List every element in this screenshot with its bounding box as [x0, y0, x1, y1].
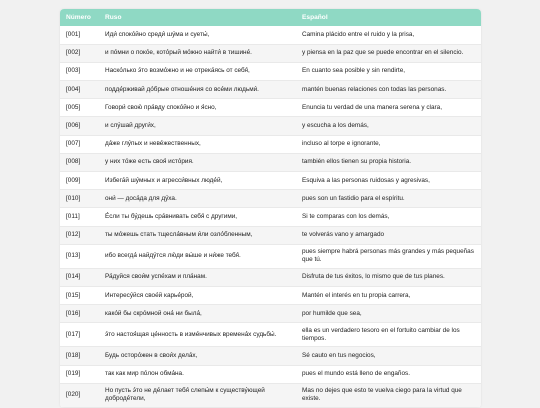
- cell-spanish: Mas no dejes que esto te vuelva ciego para la virtud que existe.: [296, 383, 481, 407]
- cell-spanish: y escucha a los demás,: [296, 117, 481, 135]
- cell-number: [004]: [60, 81, 99, 99]
- table-row: [60, 365, 481, 383]
- cell-russian: Иди́ споко́йно среди́ шу́ма и суеты́,: [99, 26, 296, 44]
- cell-number: [014]: [60, 268, 99, 286]
- table-row: [60, 190, 481, 208]
- header-number[interactable]: Número: [60, 9, 99, 26]
- table-row: [60, 286, 481, 304]
- cell-number: [016]: [60, 305, 99, 323]
- cell-spanish: ella es un verdadero tesoro en el fortuito cambiar de los tiempos.: [296, 323, 481, 347]
- cell-number: [011]: [60, 208, 99, 226]
- table-row: [60, 383, 481, 407]
- cell-russian: подде́рживай до́брые отноше́ния со все́ми людьми́.: [99, 81, 296, 99]
- cell-spanish: también ellos tienen su propia historia.: [296, 153, 481, 171]
- cell-spanish: y piensa en la paz que se puede encontrar en el silencio.: [296, 44, 481, 62]
- text-table-container: [60, 9, 481, 408]
- header-russian[interactable]: Ruso: [99, 9, 296, 26]
- table-row: [60, 135, 481, 153]
- cell-russian: у них то́же есть своя́ исто́рия.: [99, 153, 296, 171]
- cell-russian: Будь осторо́жен в свои́х дела́х,: [99, 347, 296, 365]
- cell-number: [007]: [60, 135, 99, 153]
- table-row: [60, 26, 481, 44]
- table-row: [60, 81, 481, 99]
- cell-number: [002]: [60, 44, 99, 62]
- table-row: [60, 347, 481, 365]
- table-row: [60, 208, 481, 226]
- cell-number: [017]: [60, 323, 99, 347]
- cell-spanish: pues siempre habrá personas más grandes y más pequeñas que tú.: [296, 244, 481, 268]
- table-row: [60, 44, 481, 62]
- table-row: [60, 268, 481, 286]
- cell-spanish: Camina plácido entre el ruido y la prisa,: [296, 26, 481, 44]
- cell-spanish: mantén buenas relaciones con todas las personas.: [296, 81, 481, 99]
- cell-russian: они́ — доса́да для ду́ха.: [99, 190, 296, 208]
- cell-number: [009]: [60, 172, 99, 190]
- header-spanish[interactable]: Español: [296, 9, 481, 26]
- cell-number: [012]: [60, 226, 99, 244]
- cell-spanish: En cuanto sea posible y sin rendirte,: [296, 62, 481, 80]
- cell-number: [013]: [60, 244, 99, 268]
- cell-russian: и по́мни о поко́е, кото́рый мо́жно найти́ в тишине́.: [99, 44, 296, 62]
- table-row: [60, 62, 481, 80]
- cell-spanish: Disfruta de tus éxitos, lo mismo que de tus planes.: [296, 268, 481, 286]
- table-row: [60, 323, 481, 347]
- cell-number: [006]: [60, 117, 99, 135]
- table-row: [60, 244, 481, 268]
- cell-number: [018]: [60, 347, 99, 365]
- cell-number: [015]: [60, 286, 99, 304]
- table-row: [60, 99, 481, 117]
- cell-russian: Наско́лько э́то возмо́жно и не отрека́ясь от себя́,: [99, 62, 296, 80]
- bilingual-text-table: [60, 9, 481, 408]
- cell-number: [019]: [60, 365, 99, 383]
- cell-number: [008]: [60, 153, 99, 171]
- table-row: [60, 117, 481, 135]
- cell-number: [020]: [60, 383, 99, 407]
- cell-russian: како́й бы скро́мной она́ ни была́,: [99, 305, 296, 323]
- cell-spanish: te volverás vano y amargado: [296, 226, 481, 244]
- table-row: [60, 172, 481, 190]
- table-row: [60, 305, 481, 323]
- table-header: [60, 9, 481, 26]
- cell-russian: Избега́й шу́мных и агресси́вных люде́й,: [99, 172, 296, 190]
- header-row: [60, 9, 481, 26]
- table-body: [60, 26, 481, 407]
- cell-spanish: pues el mundo está lleno de engaños.: [296, 365, 481, 383]
- cell-russian: так как мир по́лон обма́на.: [99, 365, 296, 383]
- cell-russian: Говори́ свою́ пра́вду споко́йно и я́сно,: [99, 99, 296, 117]
- cell-russian: ибо всегда́ найду́тся лю́ди вы́ше и ни́же тебя́.: [99, 244, 296, 268]
- cell-russian: да́же глу́пых и неве́жественных,: [99, 135, 296, 153]
- cell-spanish: Esquiva a las personas ruidosas y agresivas,: [296, 172, 481, 190]
- cell-spanish: incluso al torpe e ignorante,: [296, 135, 481, 153]
- cell-spanish: pues son un fastidio para el espíritu.: [296, 190, 481, 208]
- cell-spanish: Enuncia tu verdad de una manera serena y clara,: [296, 99, 481, 117]
- cell-number: [003]: [60, 62, 99, 80]
- cell-russian: и слу́шай други́х,: [99, 117, 296, 135]
- cell-russian: Интересу́йся свое́й карье́рой,: [99, 286, 296, 304]
- cell-russian: ты мо́жешь стать тщесла́вным и́ли озло́бленным,: [99, 226, 296, 244]
- cell-russian: э́то настоя́щая це́нность в изме́нчивых времена́х судьбы́.: [99, 323, 296, 347]
- cell-russian: Ра́дуйся свои́м успе́хам и пла́нам.: [99, 268, 296, 286]
- cell-spanish: Mantén el interés en tu propia carrera,: [296, 286, 481, 304]
- cell-spanish: Si te comparas con los demás,: [296, 208, 481, 226]
- cell-russian: Но пусть э́то не де́лает тебя́ слепы́м к существу́ющей доброде́тели,: [99, 383, 296, 407]
- cell-spanish: por humilde que sea,: [296, 305, 481, 323]
- cell-number: [010]: [60, 190, 99, 208]
- cell-number: [001]: [60, 26, 99, 44]
- table-row: [60, 153, 481, 171]
- cell-number: [005]: [60, 99, 99, 117]
- cell-spanish: Sé cauto en tus negocios,: [296, 347, 481, 365]
- cell-russian: Е́сли ты бу́дешь сра́внивать себя́ с другими,: [99, 208, 296, 226]
- table-row: [60, 226, 481, 244]
